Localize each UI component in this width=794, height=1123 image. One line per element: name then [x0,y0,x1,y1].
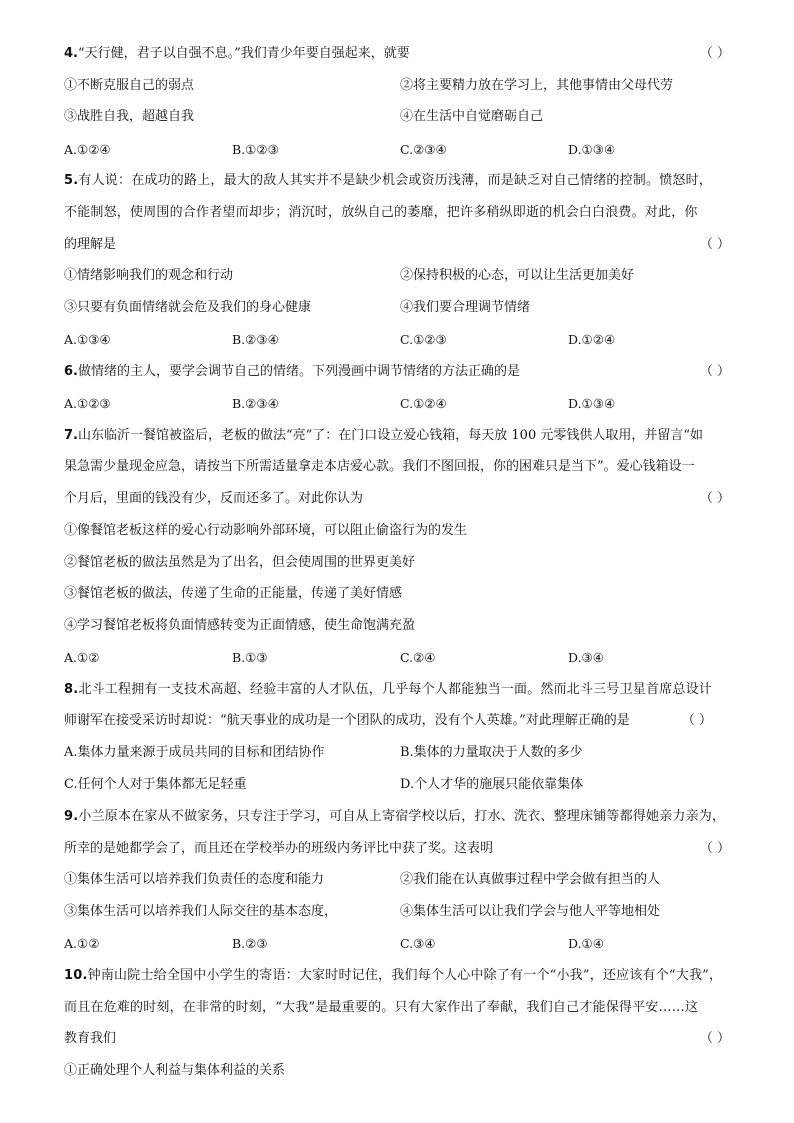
choice-a: A.①③④ [64,332,111,347]
question-number: 8. [64,682,79,697]
option-2: ②将主要精力放在学习上，其他事情由父母代劳 [400,78,674,93]
choice-c: C.③④ [400,936,436,951]
option-1: ①情绪影响我们的观念和行动 [64,268,234,283]
option-4: ④我们要合理调节情绪 [400,300,531,315]
question-number: 6. [64,364,78,379]
choice-b: B.②③④ [232,332,279,347]
question-text: 小兰原本在家从不做家务，只专注于学习，可自从上寄宿学校以后，打水、洗衣、整理床铺等都得她亲力亲为， [78,809,726,824]
option-4: ④学习餐馆老板将负面情感转变为正面情感，使生命饱满充盈 [64,618,416,633]
question-5-line-2: 不能制怒，使周围的合作者望而却步；消沉时，放纵自己的萎靡，把许多稍纵即逝的机会白白浪费。对此，你 [64,205,698,220]
option-2: ②我们能在认真做事过程中学会做有担当的人 [400,872,661,887]
choice-b: B.①③ [232,650,268,665]
question-6-stem [64,361,730,383]
question-8-line-2: 师谢军在接受采访时却说：“航天事业的成功是一个团队的成功，没有个人英雄。”对此理解正确的是 [64,713,630,728]
choice-b: B.①②③ [232,142,279,157]
choice-d: D.①③④ [568,396,616,411]
choice-c: C.②④ [400,650,436,665]
choice-a: A.集体力量来源于成员共同的目标和团结协作 [64,745,325,760]
question-number: 5. [64,173,79,188]
question-number: 9. [64,809,79,824]
question-8-stem [64,679,730,701]
choice-c: C.任何个人对于集体都无足轻重 [64,777,247,792]
choice-a: A.①②③ [64,396,111,411]
choice-b: B.集体的力量取决于人数的多少 [400,745,583,760]
question-9-line-2: 所幸的是她都学会了，而且还在学校举办的班级内务评比中获了奖。这表明 [64,841,494,856]
answer-bracket: （ ） [699,1031,731,1046]
option-2: ②餐馆老板的做法虽然是为了出名，但会使周围的世界更美好 [64,555,416,570]
choice-d: D.个人才华的施展只能依靠集体 [400,777,584,792]
choice-c: C.①②③ [400,332,447,347]
choice-c: C.②③④ [400,142,447,157]
question-5-stem [64,170,730,192]
choice-a: A.①② [64,650,100,665]
question-number: 4. [64,46,78,61]
choice-d: D.①②④ [568,332,616,347]
question-number: 7. [64,428,78,443]
answer-bracket: （ ） [699,237,731,252]
question-text: 山东临沂一餐馆被盗后，老板的做法“亮”了：在门口设立爱心钱箱，每天放 100 元零钱供人取用，并留言“如 [77,428,704,443]
answer-bracket: （ ） [699,491,731,506]
option-3: ③集体生活可以培养我们人际交往的基本态度， [64,904,338,919]
question-text: 做情绪的主人，要学会调节自己的情绪。下列漫画中调节情绪的方法正确的是 [77,364,520,379]
choice-a: A.①②④ [64,142,111,157]
choice-c: C.①②④ [400,396,447,411]
answer-bracket: （ ） [699,364,731,379]
question-5-line-3: 的理解是 [64,237,117,252]
answer-bracket: （ ） [681,713,713,728]
choice-d: D.③④ [568,650,604,665]
choice-b: B.②③ [232,936,268,951]
option-4: ④在生活中自觉磨砺自己 [400,109,544,124]
question-7-line-2: 果急需少量现金应急，请按当下所需适量拿走本店爱心款。我们不图回报，你的困难只是当下”。爱心钱箱设一 [64,459,695,474]
choice-d: D.①③④ [568,142,616,157]
question-10-line-2: 而且在危难的时刻，在非常的时刻，“大我”是最重要的。只有大家作出了奉献，我们自己才能保得平安……这 [64,1000,699,1015]
question-text: 钟南山院士给全国中小学生的寄语：大家时时记住，我们每个人心中除了有一个“小我”，还应该有个“大我”， [87,968,723,983]
question-7-line-3: 个月后，里面的钱没有少，反而还多了。对此你认为 [64,491,364,506]
option-3: ③战胜自我，超越自我 [64,109,195,124]
question-4-stem [64,43,730,65]
choice-b: B.②③④ [232,396,279,411]
question-10-line-3: 教育我们 [64,1031,117,1046]
answer-bracket: （ ） [699,841,731,856]
option-3: ③只要有负面情绪就会危及我们的身心健康 [64,300,312,315]
choice-a: A.①② [64,936,100,951]
question-text: 北斗工程拥有一支技术高超、经验丰富的人才队伍，几乎每个人都能独当一面。然而北斗三号卫星首席总设计 [78,682,712,697]
option-2: ②保持积极的心态，可以让生活更加美好 [400,268,635,283]
option-1: ①不断克服自己的弱点 [64,78,195,93]
question-10-stem [64,965,730,987]
question-text: 有人说：在成功的路上，最大的敌人其实并不是缺少机会或资历浅薄，而是缺乏对自己情绪的控制。愤怒时， [78,173,712,188]
option-3: ③餐馆老板的做法，传递了生命的正能量，传递了美好情感 [64,586,403,601]
option-4: ④集体生活可以让我们学会与他人平等地相处 [400,904,661,919]
answer-bracket: （ ） [699,46,731,61]
choice-d: D.①④ [568,936,604,951]
option-1: ①正确处理个人利益与集体利益的关系 [64,1063,286,1078]
question-9-stem [64,806,730,828]
question-text: “天行健，君子以自强不息。”我们青少年要自强起来，就要 [77,46,410,61]
option-1: ①像餐馆老板这样的爱心行动影响外部环境，可以阻止偷盗行为的发生 [64,523,468,538]
question-7-stem [64,425,730,447]
question-number: 10. [64,968,88,983]
option-1: ①集体生活可以培养我们负责任的态度和能力 [64,872,325,887]
